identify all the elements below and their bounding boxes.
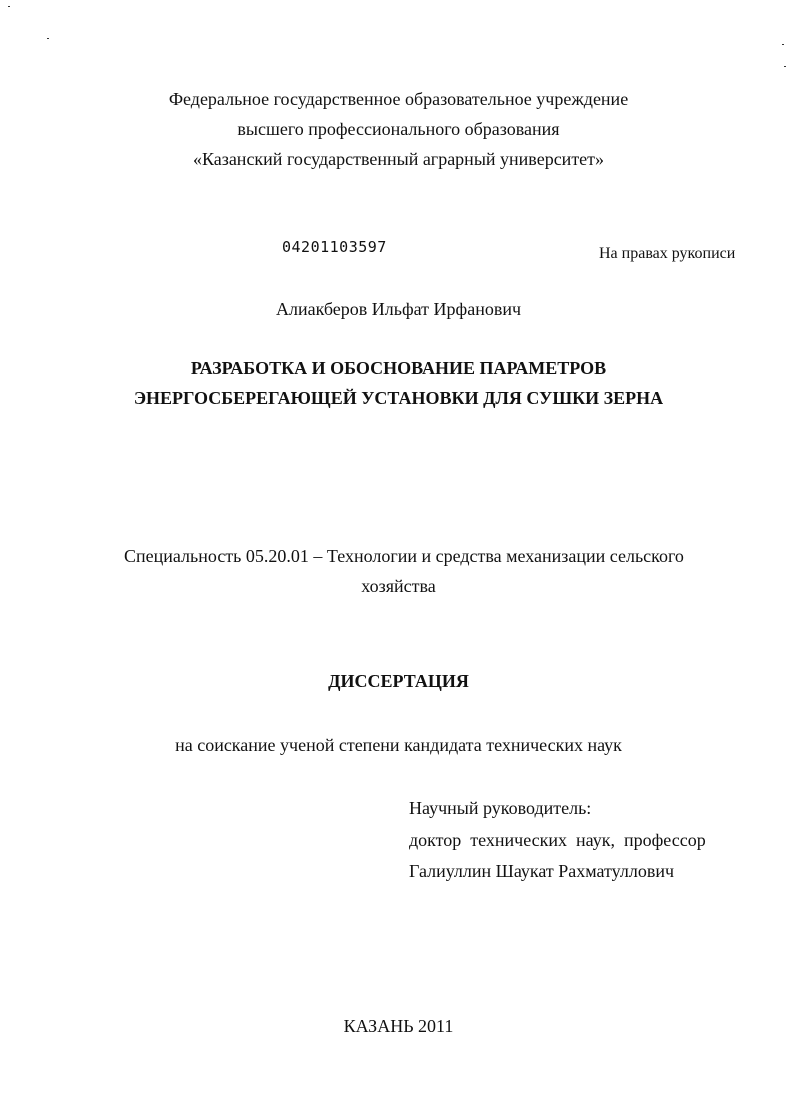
supervisor-heading: Научный руководитель: — [409, 798, 592, 818]
place-year: КАЗАНЬ 2011 — [343, 1016, 454, 1036]
scan-speck — [782, 44, 784, 45]
scan-speck — [784, 66, 786, 67]
specialty-line-2: хозяйства — [361, 576, 436, 596]
institution-line-3: «Казанский государственный аграрный университет» — [192, 149, 605, 169]
manuscript-note: На правах рукописи — [599, 245, 736, 262]
degree-line: на соискание ученой степени кандидата технических наук — [175, 735, 622, 755]
specialty-line-1: Специальность 05.20.01 – Технологии и средства механизации сельского — [124, 546, 684, 566]
scan-speck — [8, 6, 10, 7]
supervisor-name: Галиуллин Шаукат Рахматуллович — [409, 861, 675, 881]
supervisor-credentials: доктор технических наук, профессор — [409, 830, 706, 850]
registration-number: 04201103597 — [282, 238, 387, 256]
institution-line-1: Федеральное государственное образовательное учреждение — [168, 89, 629, 109]
scan-speck — [47, 38, 49, 39]
title-line-2: ЭНЕРГОСБЕРЕГАЮЩЕЙ УСТАНОВКИ ДЛЯ СУШКИ ЗЕРНА — [133, 388, 664, 408]
document-type: ДИССЕРТАЦИЯ — [328, 671, 469, 691]
author-name: Алиакберов Ильфат Ирфанович — [275, 299, 522, 319]
institution-line-2: высшего профессионального образования — [237, 119, 560, 139]
title-line-1: РАЗРАБОТКА И ОБОСНОВАНИЕ ПАРАМЕТРОВ — [190, 358, 607, 378]
